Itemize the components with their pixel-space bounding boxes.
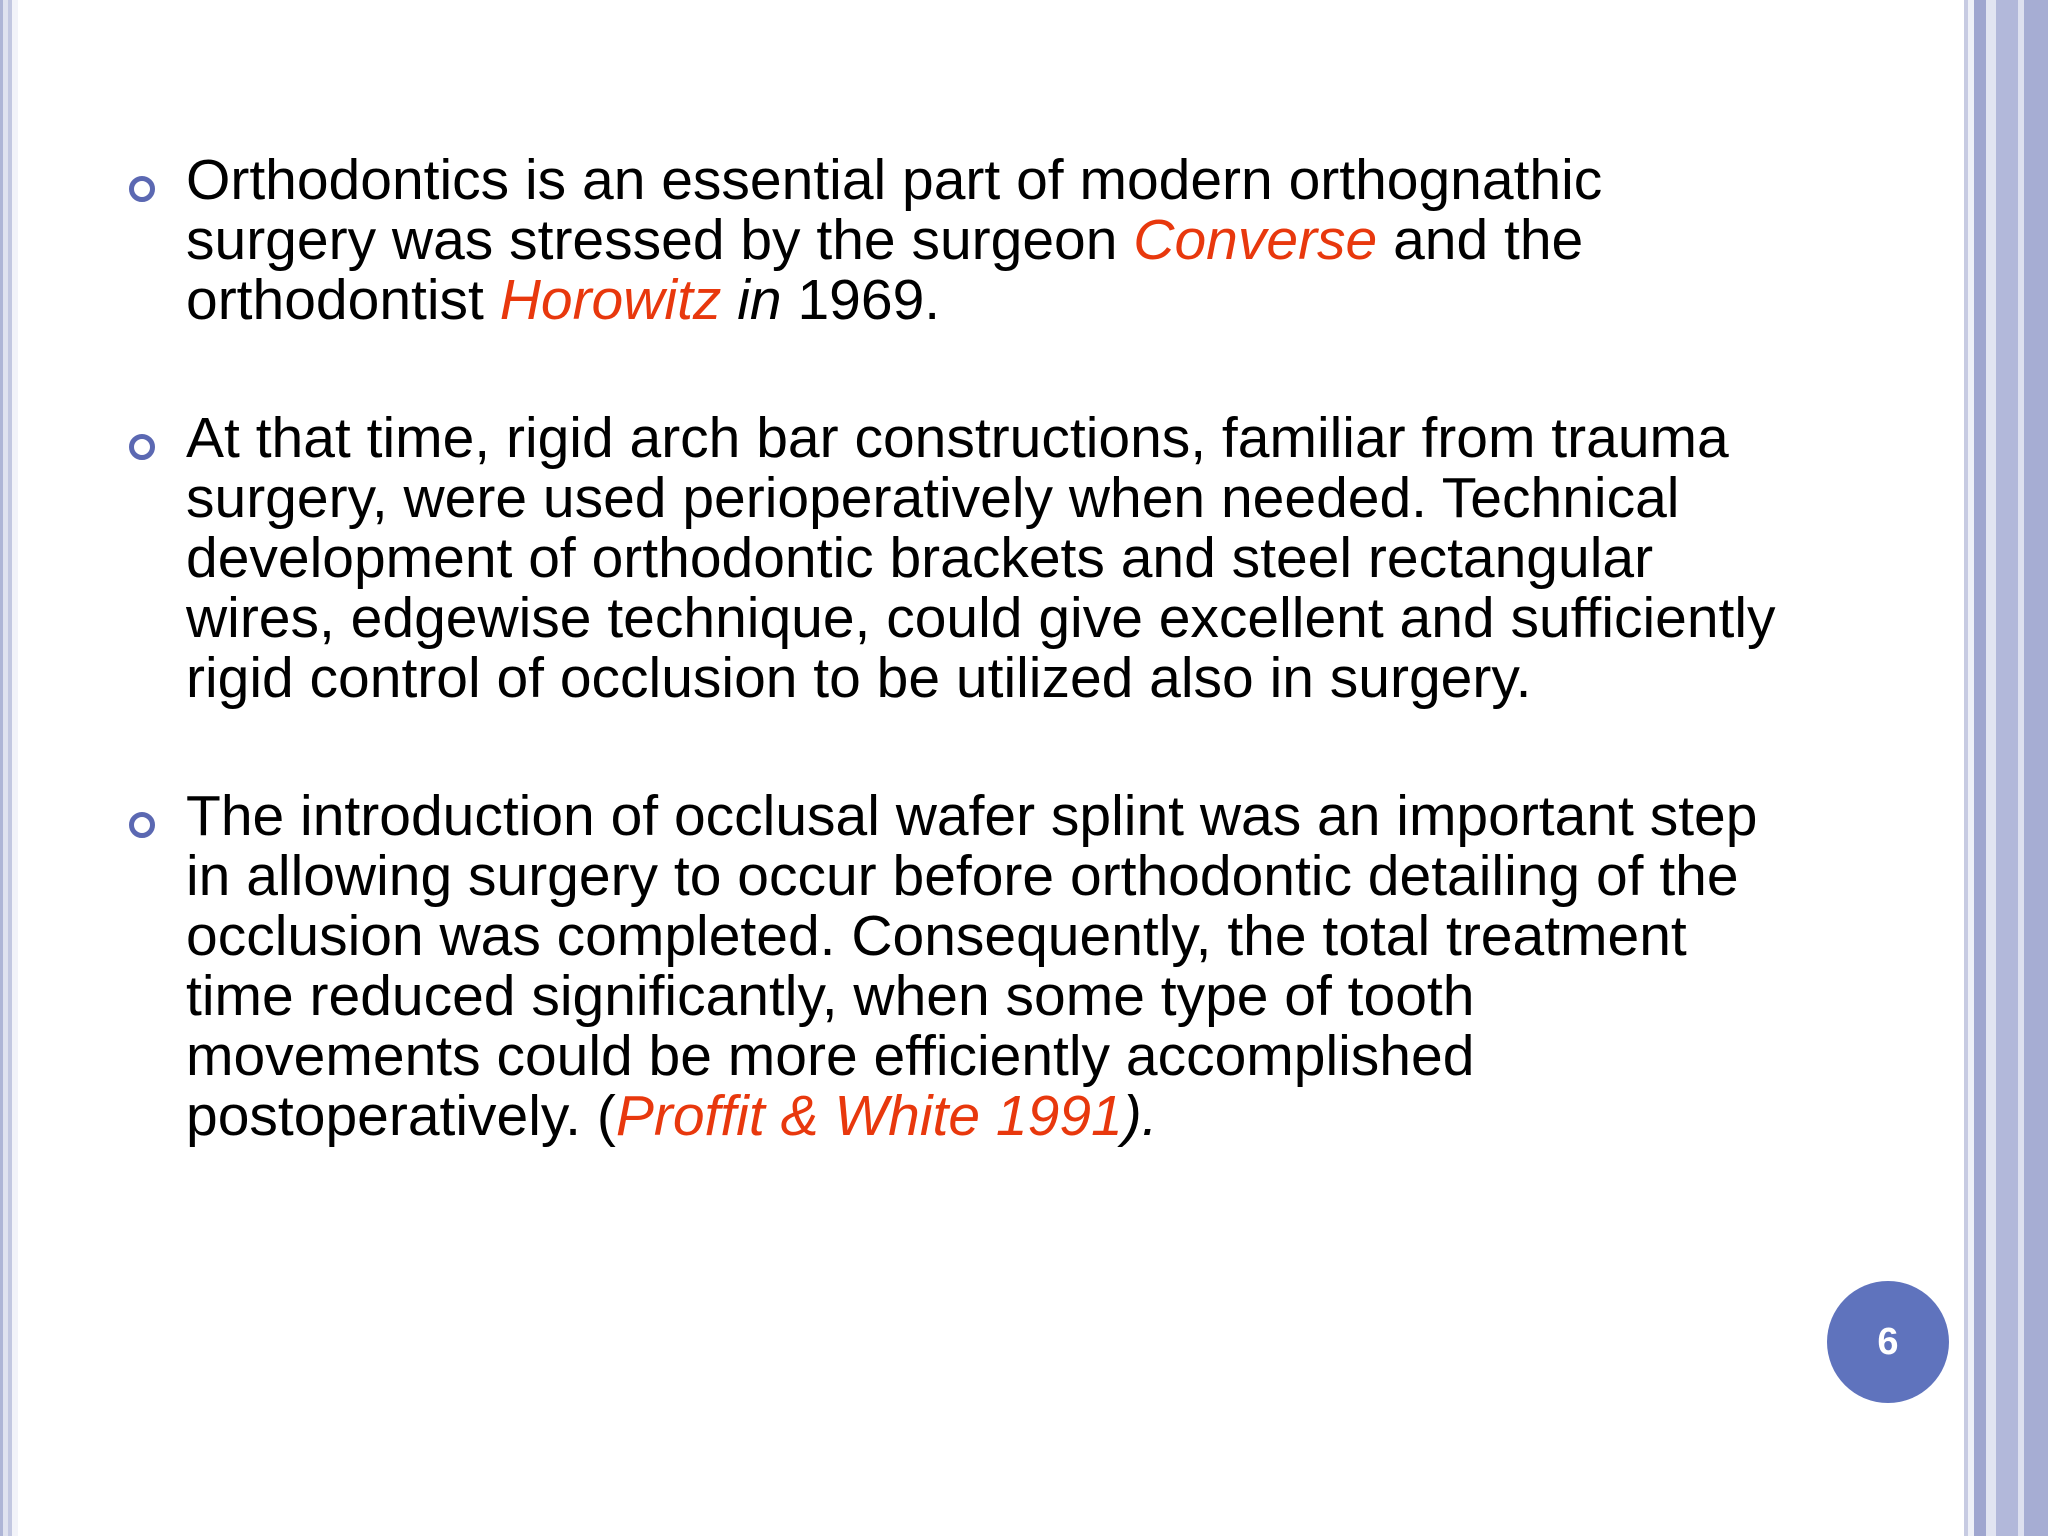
emphasis-word: in [737,268,782,332]
circle-bullet-icon [129,812,155,838]
text-run: Orthodontics is an essential part of modern orthognathic surgery was stressed by the surgeon [186,148,1603,272]
text-run: The introduction of occlusal wafer splint was an important step in allowing surgery to occur before orthodontic detailing of the occlusion was completed. Consequently, the total treatment time reduced significantly, when some type of tooth movements could be more efficiently accomplished postoperatively. ( [186,784,1758,1148]
bullet-item [120,786,1780,1146]
slide-content [120,150,1780,1224]
bullet-item [120,150,1780,330]
emphasis-name: Converse [1133,208,1378,272]
citation: Proffit & White 1991 [615,1084,1123,1148]
circle-bullet-icon [129,434,155,460]
text-run: and the orthodontist [186,208,1584,332]
right-decorative-border [1964,0,2048,1536]
left-decorative-border [0,0,18,1536]
text-run: ). [1122,1084,1158,1148]
emphasis-name: Horowitz [499,268,722,332]
bullet-text [186,150,1780,330]
page-number-badge: 6 [1827,1281,1949,1403]
bullet-text: At that time, rigid arch bar constructions, familiar from trauma surgery, were used perioperatively when needed. Technical development of orthodontic brackets and steel rectangular wires, edgewise technique, could give excellent and sufficiently rigid control of occlusion to be utilized also in surgery. [186,406,1776,710]
bullet-text [186,786,1780,1146]
circle-bullet-icon [129,176,155,202]
text-run [721,268,737,332]
bullet-item [120,408,1780,708]
text-run: 1969. [781,268,941,332]
